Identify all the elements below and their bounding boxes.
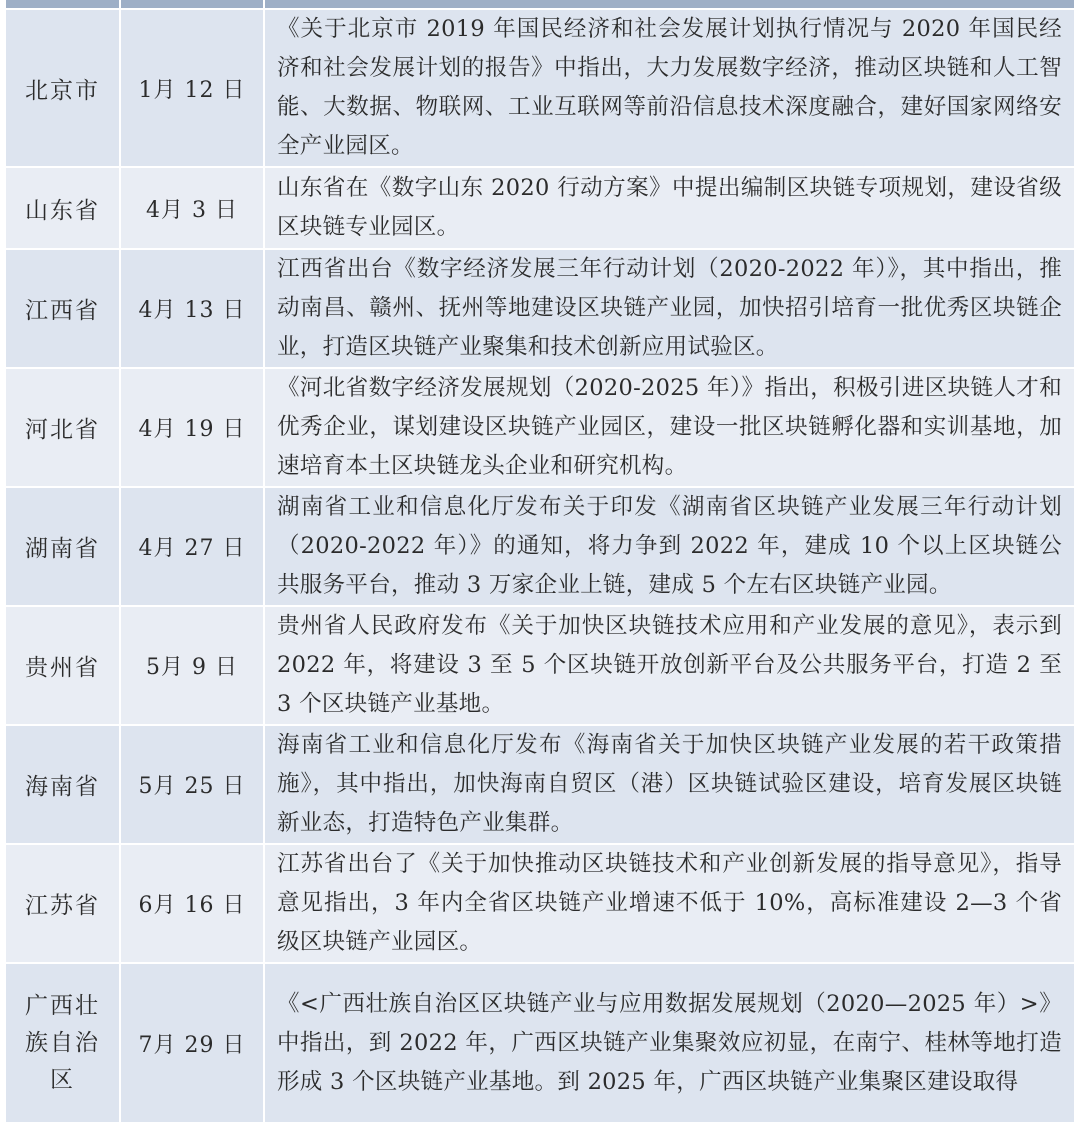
header-cell-date — [120, 0, 264, 9]
region-cell: 山东省 — [5, 167, 120, 249]
table-header-row — [5, 0, 1075, 9]
header-cell-region — [5, 0, 120, 9]
table-row — [5, 9, 1075, 167]
date-cell: 4月 13 日 — [120, 249, 264, 368]
header-cell-content — [264, 0, 1075, 9]
content-cell: 湖南省工业和信息化厅发布关于印发《湖南省区块链产业发展三年行动计划（2020-2022 年）》的通知，将力争到 2022 年，建成 10 个以上区块链公共服务平台，推动 3 万家企业上链，建成 5 个左右区块链产业园。 — [264, 487, 1075, 606]
region-cell: 贵州省 — [5, 606, 120, 725]
region-cell — [5, 963, 120, 1123]
content-cell: 山东省在《数字山东 2020 行动方案》中提出编制区块链专项规划，建设省级区块链专业园区。 — [264, 167, 1075, 249]
content-cell: 江苏省出台了《关于加快推动区块链技术和产业创新发展的指导意见》，指导意见指出，3 年内全省区块链产业增速不低于 10%，高标准建设 2—3 个省级区块链产业园区。 — [264, 844, 1075, 963]
content-cell: 江西省出台《数字经济发展三年行动计划（2020-2022 年）》，其中指出，推动南昌、赣州、抚州等地建设区块链产业园，加快招引培育一批优秀区块链企业，打造区块链产业聚集和技术创新应用试验区。 — [264, 249, 1075, 368]
table-row — [5, 844, 1075, 963]
date-cell: 4月 3 日 — [120, 167, 264, 249]
region-cell: 河北省 — [5, 368, 120, 487]
table-row — [5, 606, 1075, 725]
table-row — [5, 487, 1075, 606]
date-cell: 1月 12 日 — [120, 9, 264, 167]
policy-table — [4, 0, 1076, 1124]
table-row — [5, 725, 1075, 844]
table-row — [5, 963, 1075, 1123]
date-cell: 6月 16 日 — [120, 844, 264, 963]
content-cell: 海南省工业和信息化厅发布《海南省关于加快区块链产业发展的若干政策措施》，其中指出，加快海南自贸区（港）区块链试验区建设，培育发展区块链新业态，打造特色产业集群。 — [264, 725, 1075, 844]
region-label: 广西壮族自治区 — [25, 992, 100, 1093]
date-cell: 4月 27 日 — [120, 487, 264, 606]
date-cell: 7月 29 日 — [120, 963, 264, 1123]
date-cell: 5月 9 日 — [120, 606, 264, 725]
table-row — [5, 368, 1075, 487]
table-row — [5, 167, 1075, 249]
table-row — [5, 249, 1075, 368]
content-cell: 《关于北京市 2019 年国民经济和社会发展计划执行情况与 2020 年国民经济和社会发展计划的报告》中指出，大力发展数字经济，推动区块链和人工智能、大数据、物联网、工业互联网等前沿信息技术深度融合，建好国家网络安全产业园区。 — [264, 9, 1075, 167]
content-cell: 《<广西壮族自治区区块链产业与应用数据发展规划（2020—2025 年）>》中指出，到 2022 年，广西区块链产业集聚效应初显，在南宁、桂林等地打造形成 3 个区块链产业基地。到 2025 年，广西区块链产业集聚区建设取得 — [264, 963, 1075, 1123]
region-cell: 海南省 — [5, 725, 120, 844]
region-cell: 江西省 — [5, 249, 120, 368]
date-cell: 4月 19 日 — [120, 368, 264, 487]
region-cell: 湖南省 — [5, 487, 120, 606]
region-cell: 北京市 — [5, 9, 120, 167]
region-cell: 江苏省 — [5, 844, 120, 963]
content-cell: 《河北省数字经济发展规划（2020-2025 年）》指出，积极引进区块链人才和优秀企业，谋划建设区块链产业园区，建设一批区块链孵化器和实训基地，加速培育本土区块链龙头企业和研究机构。 — [264, 368, 1075, 487]
date-cell: 5月 25 日 — [120, 725, 264, 844]
content-cell: 贵州省人民政府发布《关于加快区块链技术应用和产业发展的意见》，表示到 2022 年，将建设 3 至 5 个区块链开放创新平台及公共服务平台，打造 2 至 3 个区块链产业基地。 — [264, 606, 1075, 725]
